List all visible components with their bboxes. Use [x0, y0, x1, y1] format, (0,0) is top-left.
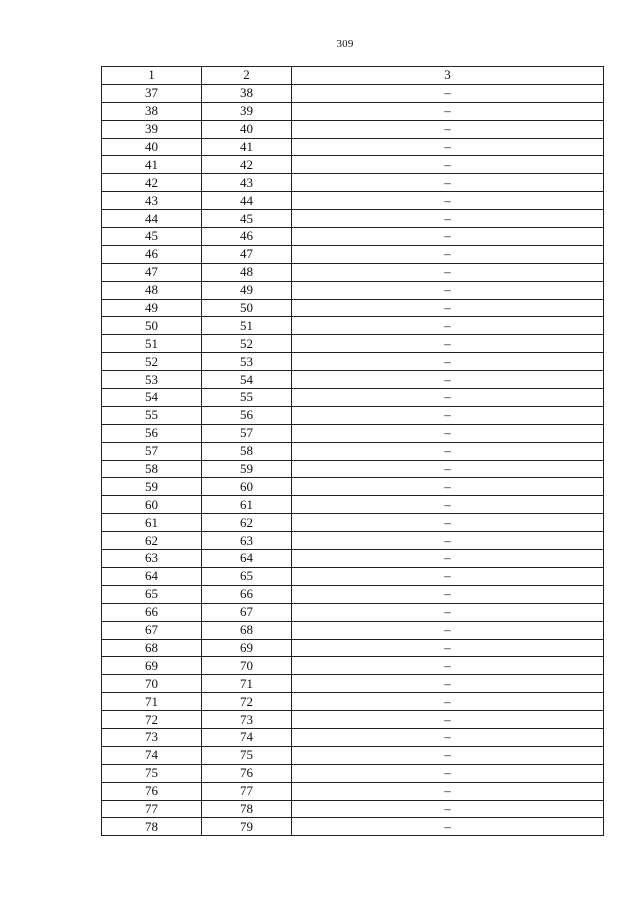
table-cell-col-2: 75: [202, 746, 292, 764]
table-cell-col-2: 77: [202, 782, 292, 800]
table-cell-col-1: 47: [102, 263, 202, 281]
table-cell-col-3: –: [292, 120, 604, 138]
table-cell-col-1: 70: [102, 675, 202, 693]
table-cell-col-2: 57: [202, 424, 292, 442]
table-cell-col-1: 78: [102, 818, 202, 836]
table-cell-col-1: 58: [102, 460, 202, 478]
table-cell-col-2: 43: [202, 174, 292, 192]
table-cell-col-3: –: [292, 603, 604, 621]
table-cell-col-3: –: [292, 478, 604, 496]
table-cell-col-3: –: [292, 782, 604, 800]
page-number: 309: [336, 38, 354, 50]
table-cell-col-3: –: [292, 550, 604, 568]
table-row: [102, 120, 604, 138]
column-header-3: 3: [292, 67, 604, 85]
table-row: [102, 818, 604, 836]
table-cell-col-1: 61: [102, 514, 202, 532]
table-cell-col-3: –: [292, 639, 604, 657]
data-table: [101, 66, 604, 836]
table-row: [102, 496, 604, 514]
table-row: [102, 514, 604, 532]
table-cell-col-2: 71: [202, 675, 292, 693]
table-cell-col-2: 38: [202, 84, 292, 102]
table-cell-col-3: –: [292, 818, 604, 836]
table-cell-col-2: 52: [202, 335, 292, 353]
table-cell-col-2: 65: [202, 567, 292, 585]
table-cell-col-3: –: [292, 621, 604, 639]
table-cell-col-3: –: [292, 657, 604, 675]
table-cell-col-3: –: [292, 800, 604, 818]
table-cell-col-1: 62: [102, 532, 202, 550]
table-cell-col-1: 55: [102, 406, 202, 424]
table-cell-col-2: 46: [202, 228, 292, 246]
table-cell-col-3: –: [292, 675, 604, 693]
table-cell-col-2: 47: [202, 245, 292, 263]
table-cell-col-3: –: [292, 228, 604, 246]
table-cell-col-2: 72: [202, 693, 292, 711]
table-cell-col-2: 40: [202, 120, 292, 138]
table-cell-col-2: 74: [202, 728, 292, 746]
table-cell-col-1: 59: [102, 478, 202, 496]
table-cell-col-2: 73: [202, 711, 292, 729]
table-row: [102, 693, 604, 711]
table-cell-col-2: 64: [202, 550, 292, 568]
table-cell-col-3: –: [292, 728, 604, 746]
table-cell-col-2: 76: [202, 764, 292, 782]
table-cell-col-3: –: [292, 764, 604, 782]
table-row: [102, 782, 604, 800]
table-row: [102, 263, 604, 281]
table-cell-col-2: 60: [202, 478, 292, 496]
table-cell-col-1: 76: [102, 782, 202, 800]
table-row: [102, 550, 604, 568]
table-cell-col-2: 58: [202, 442, 292, 460]
table-cell-col-1: 52: [102, 353, 202, 371]
table-cell-col-1: 39: [102, 120, 202, 138]
table-cell-col-1: 73: [102, 728, 202, 746]
table-row: [102, 299, 604, 317]
table-cell-col-3: –: [292, 389, 604, 407]
table-cell-col-1: 60: [102, 496, 202, 514]
table-cell-col-1: 40: [102, 138, 202, 156]
table-cell-col-2: 68: [202, 621, 292, 639]
table-cell-col-1: 74: [102, 746, 202, 764]
table-row: [102, 210, 604, 228]
table-cell-col-3: –: [292, 335, 604, 353]
table-cell-col-1: 64: [102, 567, 202, 585]
table-row: [102, 478, 604, 496]
table-cell-col-2: 49: [202, 281, 292, 299]
table-cell-col-3: –: [292, 317, 604, 335]
table-row: [102, 585, 604, 603]
table-cell-col-3: –: [292, 102, 604, 120]
table-cell-col-3: –: [292, 711, 604, 729]
table-cell-col-3: –: [292, 514, 604, 532]
table-cell-col-2: 50: [202, 299, 292, 317]
table-row: [102, 621, 604, 639]
header-row: [102, 67, 604, 85]
table-cell-col-1: 46: [102, 245, 202, 263]
table-row: [102, 371, 604, 389]
table-cell-col-2: 39: [202, 102, 292, 120]
table-cell-col-1: 71: [102, 693, 202, 711]
table-cell-col-3: –: [292, 263, 604, 281]
column-header-1: 1: [102, 67, 202, 85]
table-cell-col-3: –: [292, 585, 604, 603]
table-row: [102, 156, 604, 174]
table-cell-col-1: 77: [102, 800, 202, 818]
table-cell-col-1: 56: [102, 424, 202, 442]
table-header: [102, 67, 604, 85]
table-row: [102, 746, 604, 764]
table-cell-col-3: –: [292, 371, 604, 389]
table-cell-col-3: –: [292, 84, 604, 102]
table-cell-col-2: 69: [202, 639, 292, 657]
table-row: [102, 657, 604, 675]
table-cell-col-3: –: [292, 281, 604, 299]
table-cell-col-2: 44: [202, 192, 292, 210]
table-cell-col-2: 78: [202, 800, 292, 818]
table-cell-col-1: 43: [102, 192, 202, 210]
table-cell-col-1: 38: [102, 102, 202, 120]
table-cell-col-3: –: [292, 406, 604, 424]
table-cell-col-2: 48: [202, 263, 292, 281]
table-cell-col-3: –: [292, 210, 604, 228]
table-body: [102, 84, 604, 835]
table-row: [102, 192, 604, 210]
table-row: [102, 711, 604, 729]
table-cell-col-3: –: [292, 442, 604, 460]
table-cell-col-3: –: [292, 496, 604, 514]
table-cell-col-3: –: [292, 192, 604, 210]
table-row: [102, 138, 604, 156]
table-row: [102, 228, 604, 246]
table-row: [102, 639, 604, 657]
table-cell-col-2: 79: [202, 818, 292, 836]
table-cell-col-2: 61: [202, 496, 292, 514]
table-row: [102, 102, 604, 120]
table-cell-col-3: –: [292, 424, 604, 442]
table-row: [102, 281, 604, 299]
table-cell-col-2: 62: [202, 514, 292, 532]
table-cell-col-3: –: [292, 299, 604, 317]
table-cell-col-2: 66: [202, 585, 292, 603]
table-cell-col-1: 72: [102, 711, 202, 729]
table-cell-col-3: –: [292, 245, 604, 263]
table-cell-col-3: –: [292, 746, 604, 764]
table-cell-col-1: 37: [102, 84, 202, 102]
table-cell-col-1: 44: [102, 210, 202, 228]
table-cell-col-3: –: [292, 174, 604, 192]
table-cell-col-1: 51: [102, 335, 202, 353]
table-cell-col-3: –: [292, 532, 604, 550]
table-row: [102, 406, 604, 424]
table-cell-col-2: 45: [202, 210, 292, 228]
table-row: [102, 335, 604, 353]
table-row: [102, 675, 604, 693]
table-row: [102, 389, 604, 407]
table-cell-col-2: 67: [202, 603, 292, 621]
table-cell-col-1: 41: [102, 156, 202, 174]
table-cell-col-1: 63: [102, 550, 202, 568]
table-row: [102, 603, 604, 621]
table-row: [102, 532, 604, 550]
table-cell-col-2: 42: [202, 156, 292, 174]
table-cell-col-3: –: [292, 138, 604, 156]
table-cell-col-3: –: [292, 567, 604, 585]
column-header-2: 2: [202, 67, 292, 85]
table-row: [102, 317, 604, 335]
table-row: [102, 728, 604, 746]
table-cell-col-1: 49: [102, 299, 202, 317]
table-cell-col-1: 69: [102, 657, 202, 675]
table-row: [102, 567, 604, 585]
table-row: [102, 460, 604, 478]
table-cell-col-2: 70: [202, 657, 292, 675]
table-cell-col-1: 68: [102, 639, 202, 657]
table-row: [102, 424, 604, 442]
table-row: [102, 764, 604, 782]
table-cell-col-2: 54: [202, 371, 292, 389]
table-cell-col-3: –: [292, 156, 604, 174]
table-cell-col-1: 75: [102, 764, 202, 782]
table-cell-col-1: 57: [102, 442, 202, 460]
table-row: [102, 353, 604, 371]
table-cell-col-1: 54: [102, 389, 202, 407]
table-cell-col-1: 48: [102, 281, 202, 299]
table-cell-col-2: 59: [202, 460, 292, 478]
table-cell-col-1: 65: [102, 585, 202, 603]
table-row: [102, 84, 604, 102]
table-cell-col-1: 67: [102, 621, 202, 639]
table-cell-col-2: 51: [202, 317, 292, 335]
table-cell-col-1: 50: [102, 317, 202, 335]
table-cell-col-2: 53: [202, 353, 292, 371]
table-row: [102, 800, 604, 818]
table-cell-col-2: 63: [202, 532, 292, 550]
table-cell-col-1: 45: [102, 228, 202, 246]
table-cell-col-1: 66: [102, 603, 202, 621]
table-row: [102, 174, 604, 192]
table-row: [102, 245, 604, 263]
table-cell-col-3: –: [292, 353, 604, 371]
table-row: [102, 442, 604, 460]
table-cell-col-1: 53: [102, 371, 202, 389]
table-cell-col-3: –: [292, 693, 604, 711]
table-cell-col-3: –: [292, 460, 604, 478]
table-cell-col-2: 55: [202, 389, 292, 407]
table-cell-col-2: 56: [202, 406, 292, 424]
table-cell-col-2: 41: [202, 138, 292, 156]
table-cell-col-1: 42: [102, 174, 202, 192]
